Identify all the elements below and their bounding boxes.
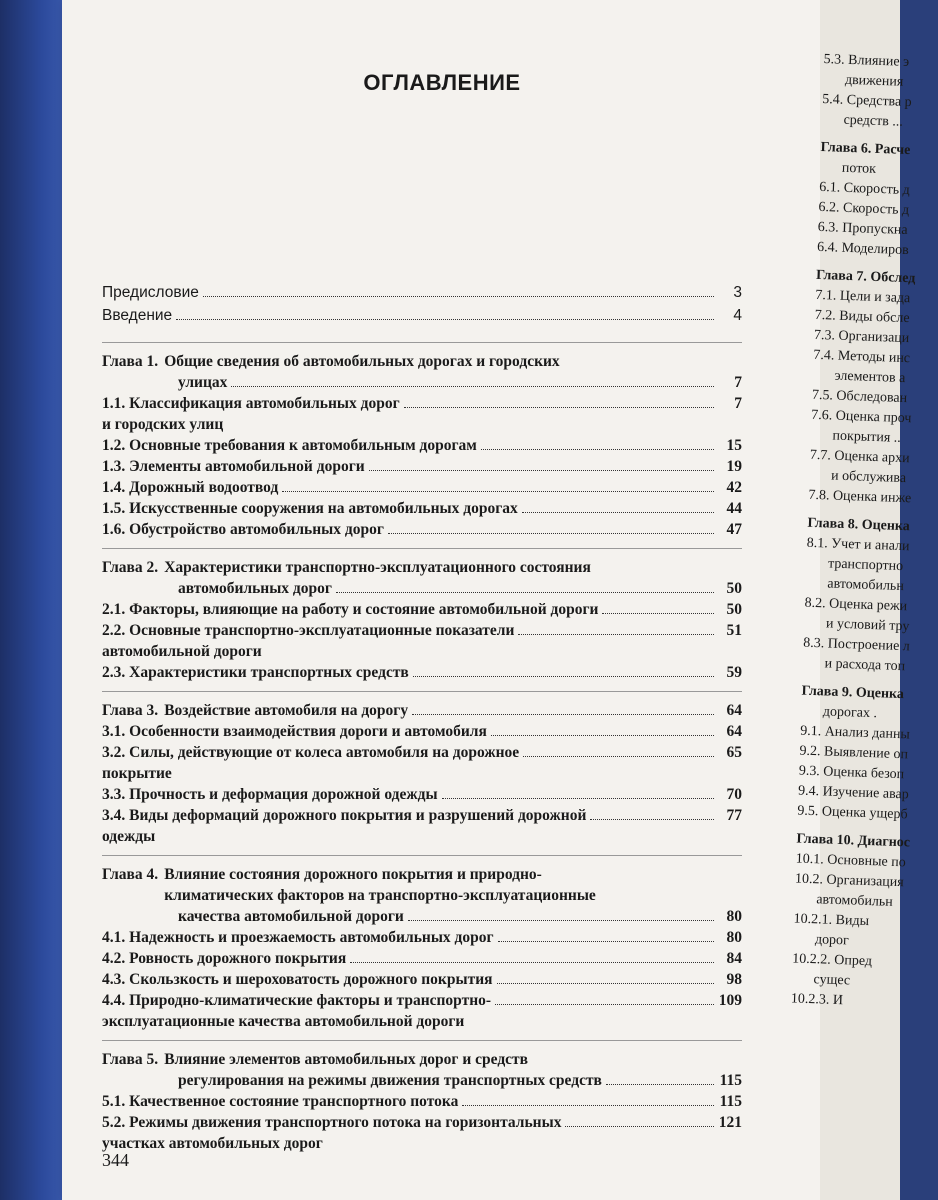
leader-dots — [408, 920, 714, 921]
facing-page-line: 6.4. Моделиров — [816, 239, 909, 259]
toc-entry-page: 77 — [726, 807, 742, 824]
toc-entry-page: 50 — [726, 580, 742, 597]
toc-entry[interactable] — [102, 282, 742, 303]
toc-entry-label: 3.3. Прочность и деформация дорожной одежды — [102, 786, 438, 803]
leader-dots — [176, 319, 714, 320]
toc-entry[interactable] — [102, 990, 742, 1032]
chapter-heading[interactable] — [102, 700, 742, 721]
facing-page-line: Глава 8. Оценка — [807, 515, 911, 535]
leader-dots — [481, 449, 714, 450]
toc-entry-label: 1.4. Дорожный водоотвод — [102, 479, 279, 496]
toc-entry-label: 4.2. Ровность дорожного покрытия — [102, 950, 347, 967]
leader-dots — [369, 470, 714, 471]
toc-entry-page: 80 — [726, 908, 742, 925]
facing-page-line: транспортно — [827, 556, 904, 575]
facing-page-line: 9.4. Изучение авар — [797, 783, 909, 803]
leader-dots — [404, 407, 714, 408]
toc-entry-page: 70 — [726, 786, 742, 803]
toc-entry-label: 4.1. Надежность и проезжаемость автомобильных дорог — [102, 929, 494, 946]
toc-entry-label: улицах — [178, 374, 228, 391]
toc-entry-page: 64 — [726, 723, 742, 740]
facing-page-line: и обслужива — [830, 468, 907, 487]
chapter-heading[interactable] — [102, 557, 742, 578]
chapter-title: Влияние состояния дорожного покрытия и природно- климатических факторов на транспортно-эксплуатационные — [164, 866, 596, 904]
toc-entry-label: автомобильных дорог — [178, 580, 332, 597]
toc-entry-label: 1.6. Обустройство автомобильных дорог — [102, 521, 384, 538]
toc-entry-label: 2.1. Факторы, влияющие на работу и состояние автомобильной дороги — [102, 601, 599, 618]
leader-dots — [495, 1004, 714, 1005]
facing-page-line: 5.3. Влияние э — [823, 51, 910, 70]
leader-dots — [203, 296, 714, 297]
toc-entry-label: 4.4. Природно-климатические факторы и транспортно- эксплуатационные качества автомобильной дороги — [102, 992, 492, 1030]
facing-page-line: 5.4. Средства р — [822, 91, 912, 111]
leader-dots — [518, 634, 714, 635]
toc-entry[interactable] — [102, 1091, 742, 1112]
facing-page-line: автомобильн — [827, 576, 905, 595]
toc-page — [62, 0, 822, 1200]
facing-page-line: 6.2. Скорость д — [818, 199, 910, 219]
toc-entry-label: 4.3. Скользкость и шероховатость дорожного покрытия — [102, 971, 493, 988]
facing-page-line: 8.3. Построение л — [803, 635, 911, 655]
toc-entry-page: 42 — [726, 479, 742, 496]
toc-entry[interactable] — [102, 393, 742, 435]
toc-entry-label: 5.2. Режимы движения транспортного потока на горизонтальных участках автомобильных дорог — [102, 1114, 562, 1152]
chapter-number: Глава 3. — [102, 702, 159, 719]
facing-page-line: Глава 6. Расче — [820, 139, 911, 159]
leader-dots — [590, 819, 714, 820]
facing-page-line: Глава 10. Диагнос — [796, 831, 911, 851]
toc-entry-label: 1.2. Основные требования к автомобильным дорогам — [102, 437, 477, 454]
facing-page-line: дорогах . — [822, 704, 878, 722]
table-of-contents — [102, 282, 742, 1154]
bleed-through-text — [102, 80, 782, 278]
toc-entry-label: 3.1. Особенности взаимодействия дороги и автомобиля — [102, 723, 487, 740]
chapter-block — [102, 1040, 742, 1154]
facing-page-line: 7.2. Виды обсле — [814, 307, 910, 327]
toc-entry[interactable] — [102, 498, 742, 519]
chapter-heading[interactable] — [102, 1049, 742, 1070]
facing-page-line: движения — [844, 72, 904, 90]
leader-dots — [497, 983, 714, 984]
toc-entry-label: 1.3. Элементы автомобильной дороги — [102, 458, 365, 475]
chapter-title: Влияние элементов автомобильных дорог и средств — [164, 1051, 529, 1068]
facing-page-line: покрытия .. — [832, 428, 902, 446]
leader-dots — [606, 1084, 714, 1085]
facing-page-line: 7.1. Цели и зада — [815, 287, 911, 307]
toc-entry-label: 3.2. Силы, действующие от колеса автомобиля на дорожное покрытие — [102, 744, 520, 782]
toc-entry-label: 1.5. Искусственные сооружения на автомобильных дорогах — [102, 500, 518, 517]
toc-entry-page: 65 — [726, 744, 742, 761]
facing-page-line: 7.6. Оценка проч — [810, 407, 912, 427]
facing-page-line: 8.1. Учет и анали — [806, 535, 910, 555]
leader-dots — [336, 592, 714, 593]
leader-dots — [350, 962, 714, 963]
leader-dots — [523, 756, 714, 757]
facing-page-line: и расхода топ — [824, 656, 906, 675]
book-cover-edge — [0, 0, 70, 1200]
facing-page-line: и условий тру — [825, 616, 910, 635]
toc-entry-label: 5.1. Качественное состояние транспортного потока — [102, 1093, 459, 1110]
facing-page-line: 9.2. Выявление оп — [799, 743, 909, 763]
toc-entry-page: 50 — [726, 601, 742, 618]
toc-entry[interactable] — [102, 1112, 742, 1154]
toc-entry-page: 7 — [734, 395, 742, 412]
toc-entry[interactable] — [102, 578, 742, 599]
toc-entry-page: 51 — [726, 622, 742, 639]
facing-page-line: автомобильн — [816, 892, 894, 910]
page-title: ОГЛАВЛЕНИЕ — [363, 70, 521, 95]
toc-entry[interactable] — [102, 456, 742, 477]
facing-page-line: 10.2.3. И — [790, 991, 844, 1009]
toc-entry[interactable] — [102, 742, 742, 784]
toc-entry[interactable] — [102, 1070, 742, 1091]
facing-page — [790, 0, 916, 1200]
toc-entry-label: 1.1. Классификация автомобильных дорог и городских улиц — [102, 395, 400, 433]
leader-dots — [522, 512, 714, 513]
toc-entry-page: 80 — [726, 929, 742, 946]
facing-page-line: 7.8. Оценка инже — [808, 487, 912, 507]
toc-entry-label: 3.4. Виды деформаций дорожного покрытия и разрушений дорожной одежды — [102, 807, 587, 845]
toc-entry[interactable] — [102, 435, 742, 456]
chapter-number: Глава 1. — [102, 353, 159, 370]
toc-entry-page: 121 — [718, 1114, 742, 1131]
facing-page-line: сущес — [813, 972, 851, 989]
chapter-page: 64 — [726, 702, 742, 719]
toc-entry-page: 115 — [719, 1093, 742, 1110]
toc-entry[interactable] — [102, 662, 742, 683]
toc-entry-page: 98 — [726, 971, 742, 988]
leader-dots — [498, 941, 714, 942]
toc-entry[interactable] — [102, 784, 742, 805]
facing-page-line: 7.5. Обследован — [811, 387, 908, 407]
toc-entry-label: 2.2. Основные транспортно-эксплуатационные показатели автомобильной дороги — [102, 622, 515, 660]
chapter-title: Характеристики транспортно-эксплуатационного состояния — [164, 559, 591, 576]
chapter-heading[interactable] — [102, 864, 742, 906]
leader-dots — [565, 1126, 714, 1127]
facing-page-line: 7.3. Организаци — [813, 327, 910, 347]
facing-page-line: 10.2.1. Виды — [793, 911, 870, 930]
leader-dots — [413, 676, 714, 677]
chapter-number: Глава 5. — [102, 1051, 159, 1068]
toc-entry-page: 115 — [719, 1072, 742, 1089]
facing-page-line: 9.3. Оценка безоп — [798, 763, 905, 783]
toc-entry-label: качества автомобильной дороги — [178, 908, 404, 925]
chapter-title: Воздействие автомобиля на дорогу — [164, 702, 409, 719]
leader-dots — [442, 798, 714, 799]
toc-entry[interactable] — [102, 519, 742, 540]
facing-page-line: средств ... — [843, 112, 904, 130]
toc-entry-label: регулирования на режимы движения транспортных средств — [178, 1072, 602, 1089]
leader-dots — [602, 613, 714, 614]
facing-page-line: поток — [841, 160, 877, 177]
toc-entry-page: 59 — [726, 664, 742, 681]
chapter-number: Глава 4. — [102, 866, 159, 883]
facing-page-line: 9.1. Анализ данны — [799, 723, 911, 743]
facing-page-line: 6.1. Скорость д — [818, 179, 911, 199]
facing-page-line: 10.2.2. Опред — [791, 951, 873, 970]
toc-entry[interactable] — [102, 948, 742, 969]
leader-dots — [388, 533, 714, 534]
toc-entry-label: Предисловие — [102, 284, 199, 301]
toc-entry[interactable] — [102, 477, 742, 498]
facing-page-line: Глава 9. Оценка — [801, 683, 905, 703]
toc-entry-page: 44 — [726, 500, 742, 517]
toc-entry-page: 4 — [733, 307, 742, 324]
toc-entry-page: 47 — [726, 521, 742, 538]
chapter-block — [102, 855, 742, 1032]
toc-entry[interactable] — [102, 805, 742, 847]
toc-entry-page: 15 — [726, 437, 742, 454]
toc-entry-label: Введение — [102, 307, 173, 324]
toc-entry[interactable] — [102, 969, 742, 990]
toc-entry-page: 7 — [734, 374, 742, 391]
toc-entry[interactable] — [102, 305, 742, 326]
leader-dots — [412, 714, 714, 715]
toc-entry[interactable] — [102, 721, 742, 742]
facing-page-line: 6.3. Пропускна — [817, 219, 908, 239]
facing-page-line: 10.1. Основные по — [795, 851, 906, 871]
leader-dots — [462, 1105, 714, 1106]
toc-entry-page: 3 — [733, 284, 742, 301]
facing-page-line: элементов а — [834, 368, 906, 387]
facing-page-line: 7.4. Методы инс — [813, 347, 911, 367]
facing-page-line: 7.7. Оценка архи — [809, 447, 910, 467]
chapter-block — [102, 342, 742, 540]
chapter-number: Глава 2. — [102, 559, 159, 576]
toc-entry[interactable] — [102, 372, 742, 393]
chapter-block — [102, 691, 742, 847]
toc-entry-page: 84 — [726, 950, 742, 967]
facing-page-line: 9.5. Оценка ущерб — [797, 803, 908, 823]
facing-page-line: 10.2. Организация — [794, 871, 904, 891]
toc-entry-page: 19 — [726, 458, 742, 475]
toc-entry[interactable] — [102, 599, 742, 620]
chapter-heading[interactable] — [102, 351, 742, 372]
toc-entry[interactable] — [102, 620, 742, 662]
chapter-title: Общие сведения об автомобильных дорогах и городских — [164, 353, 560, 370]
facing-page-line: дорог — [814, 932, 850, 949]
toc-entry-page: 109 — [718, 992, 742, 1009]
toc-entry[interactable] — [102, 927, 742, 948]
toc-entry-label: 2.3. Характеристики транспортных средств — [102, 664, 409, 681]
chapter-block — [102, 548, 742, 683]
facing-page-line: 8.2. Оценка режи — [804, 595, 908, 615]
page-number: 344 — [102, 1150, 129, 1170]
leader-dots — [282, 491, 714, 492]
toc-entry[interactable] — [102, 906, 742, 927]
facing-page-line: Глава 7. Обслед — [815, 267, 916, 287]
leader-dots — [231, 386, 714, 387]
leader-dots — [491, 735, 714, 736]
